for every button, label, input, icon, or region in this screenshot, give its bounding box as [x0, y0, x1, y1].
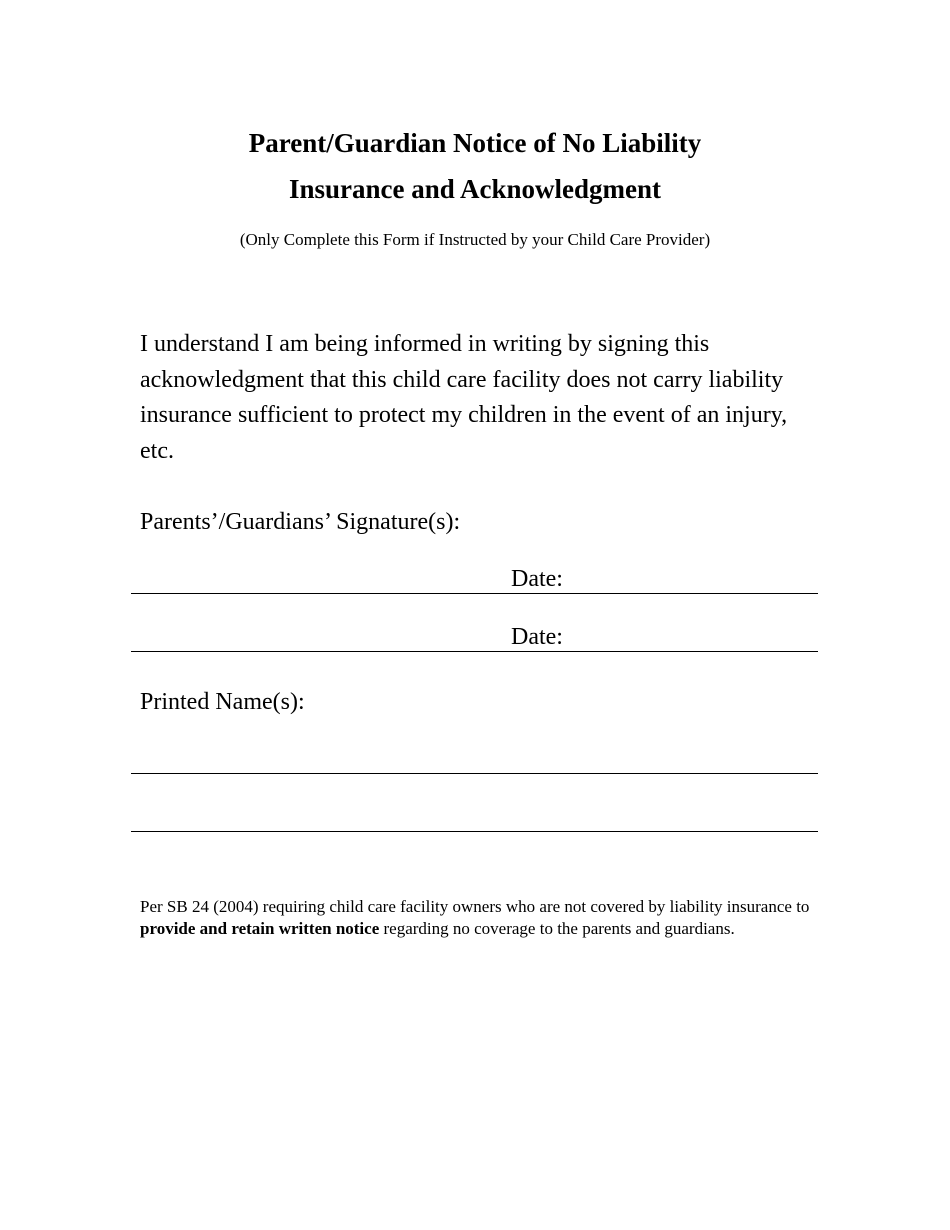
footnote-text-after: regarding no coverage to the parents and guardians.: [379, 918, 735, 938]
signature-line-1[interactable]: [131, 593, 818, 594]
legal-footnote: [140, 896, 820, 939]
signatures-label: Parents’/Guardians’ Signature(s):: [140, 509, 461, 535]
footnote-text-bold: provide and retain written notice: [140, 918, 380, 938]
printed-names-label: Printed Name(s):: [140, 689, 305, 715]
form-title-line-1: Parent/Guardian Notice of No Liability: [248, 128, 702, 158]
date-label-1: Date:: [511, 566, 563, 592]
date-label-2: Date:: [511, 624, 563, 650]
form-title-line-2: Insurance and Acknowledgment: [288, 174, 662, 204]
printed-name-line-2[interactable]: [131, 831, 818, 832]
acknowledgment-statement: I understand I am being informed in writing by signing this acknowledgment that this child care facility does not carry liability insurance sufficient to protect my children in the event of an injury, etc.: [140, 331, 788, 464]
signature-line-2[interactable]: [131, 651, 818, 652]
printed-name-line-1[interactable]: [131, 773, 818, 774]
form-subtitle: (Only Complete this Form if Instructed by your Child Care Provider): [239, 230, 711, 249]
footnote-text-before: Per SB 24 (2004) requiring child care facility owners who are not covered by liability insurance to: [140, 897, 810, 916]
